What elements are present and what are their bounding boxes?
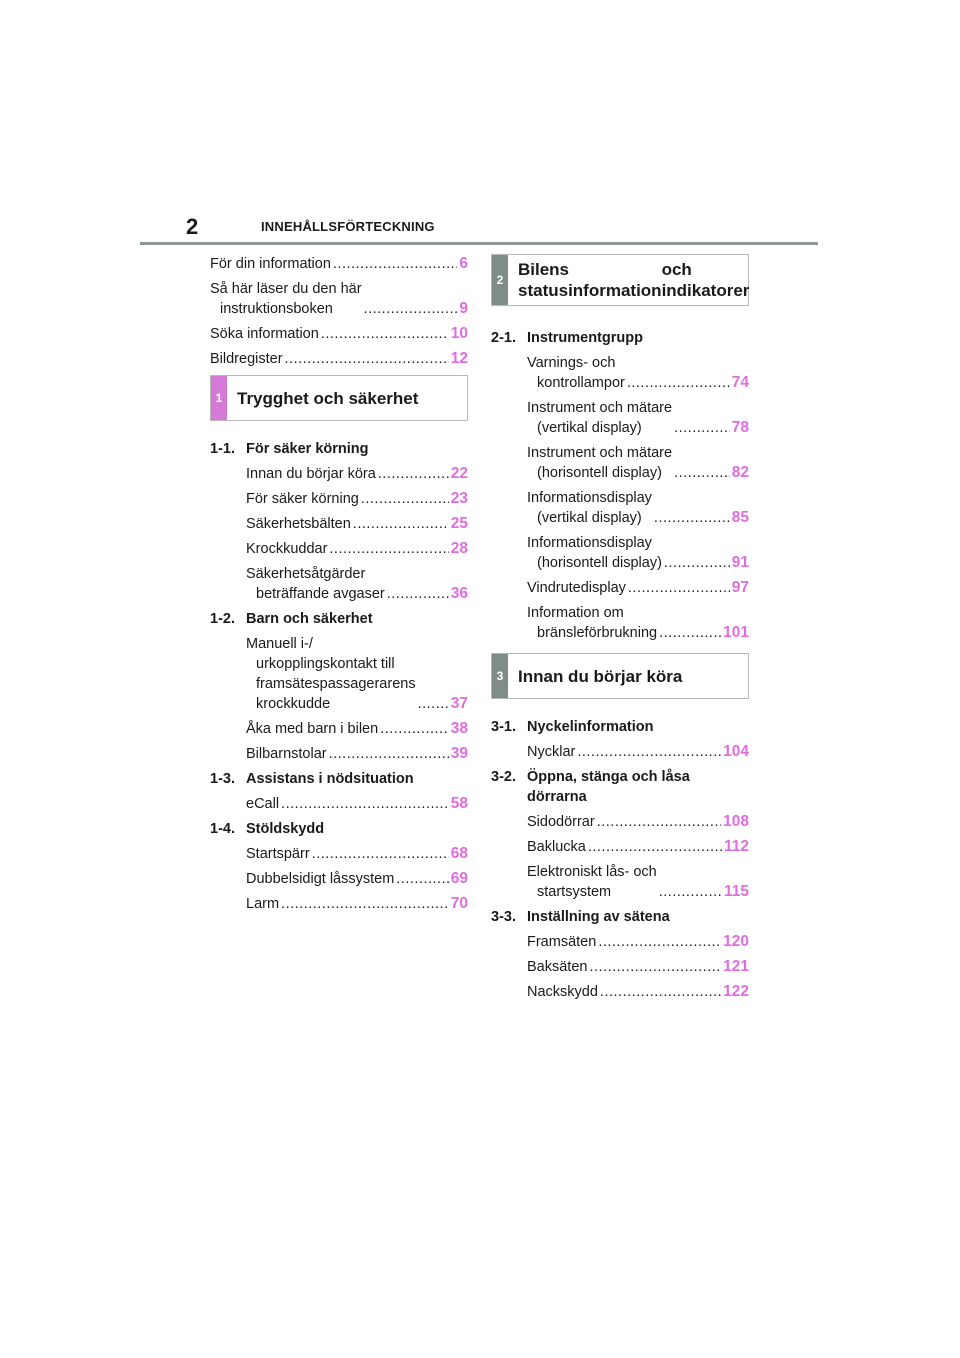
toc-entry-text: [527, 603, 657, 643]
section-number: 1-2.: [210, 611, 235, 627]
toc-leader-dots: [418, 694, 449, 714]
toc-entry[interactable]: [210, 844, 468, 864]
toc-entry[interactable]: [491, 837, 749, 857]
toc-entry-line: Instrument och mätare: [527, 445, 673, 461]
toc-entry-line: Vindrutedisplay: [527, 580, 626, 596]
toc-entry[interactable]: [491, 443, 749, 483]
toc-page-link[interactable]: 70: [450, 895, 468, 912]
chapter-1-sections: [210, 439, 468, 914]
toc-leader-dots: [321, 324, 449, 344]
chapter-2-title-line1: Bilens statusinformation: [518, 260, 662, 300]
section-heading[interactable]: [491, 767, 749, 807]
toc-entry-text: [527, 932, 596, 952]
toc-entry-line: Sidodörrar: [527, 814, 595, 830]
toc-page-link[interactable]: 68: [450, 845, 468, 862]
toc-page-link[interactable]: 39: [450, 745, 468, 762]
toc-entry-line: (vertikal display): [537, 420, 642, 436]
toc-entry-text: [527, 398, 672, 438]
section-title: För säker körning: [246, 441, 369, 457]
section-number: 2-1.: [491, 330, 516, 346]
section-heading[interactable]: [210, 819, 468, 839]
toc-entry-line: Manuell i-/: [246, 636, 313, 652]
toc-entry-line: För säker körning: [246, 491, 359, 507]
toc-entry-line: (horisontell display): [537, 465, 662, 481]
toc-entry-text: [246, 744, 327, 764]
chapter-3-sections: [491, 717, 749, 1002]
section-number: 1-1.: [210, 441, 235, 457]
section-title: Barn och säkerhet: [246, 611, 373, 627]
toc-entry-text: [527, 443, 672, 483]
section-title: Inställning av sätena: [527, 909, 670, 925]
toc-entry-line: Innan du börjar köra: [246, 466, 376, 482]
toc-leader-dots: [674, 463, 730, 483]
toc-entry[interactable]: [491, 603, 749, 643]
toc-leader-dots: [387, 584, 449, 604]
toc-entry[interactable]: [210, 719, 468, 739]
toc-page-link[interactable]: 69: [450, 870, 468, 887]
page-number: 2: [186, 214, 199, 239]
toc-entry-text: [527, 353, 625, 393]
toc-entry[interactable]: [210, 324, 468, 344]
toc-entry-line: eCall: [246, 796, 280, 812]
toc-entry-text: [527, 837, 586, 857]
toc-entry-line: beträffande avgaser: [256, 586, 385, 602]
section-heading[interactable]: [210, 769, 468, 789]
toc-entry[interactable]: [210, 564, 468, 604]
toc-entry-line: Instrument och mätare: [527, 400, 673, 416]
section-number: 3-3.: [491, 909, 516, 925]
chapter-3-tab: 3: [492, 654, 508, 698]
toc-leader-dots: [654, 508, 730, 528]
toc-entry[interactable]: [210, 349, 468, 369]
toc-entry-line: Bilbarnstolar: [246, 746, 327, 762]
toc-entry[interactable]: [491, 812, 749, 832]
toc-leader-dots: [281, 794, 449, 814]
intro-list: [210, 254, 468, 369]
toc-entry-text: [210, 279, 362, 319]
section-heading[interactable]: [491, 717, 749, 737]
toc-leader-dots: [378, 464, 449, 484]
toc-entry-line: Krockkuddar: [246, 541, 328, 557]
toc-leader-dots: [329, 744, 449, 764]
toc-entry-line: (vertikal display): [537, 510, 642, 526]
toc-leader-dots: [588, 837, 722, 857]
toc-entry-text: [527, 742, 575, 762]
toc-entry[interactable]: [210, 794, 468, 814]
toc-leader-dots: [589, 957, 721, 977]
toc-leader-dots: [380, 719, 449, 739]
toc-entry-text: [246, 869, 394, 889]
toc-entry[interactable]: [210, 634, 468, 714]
section-heading[interactable]: [491, 328, 749, 348]
toc-entry-line: Baksäten: [527, 959, 588, 975]
toc-page-link[interactable]: 115: [723, 883, 749, 900]
toc-entry[interactable]: [491, 957, 749, 977]
toc-page-link[interactable]: 82: [731, 464, 749, 481]
toc-left-column: [210, 254, 468, 919]
toc-leader-dots: [285, 349, 449, 369]
chapter-1-title: Trygghet och säkerhet: [237, 388, 419, 408]
toc-entry[interactable]: [491, 578, 749, 598]
toc-entry[interactable]: [210, 489, 468, 509]
toc-entry-text: [246, 489, 359, 509]
toc-page-link[interactable]: 12: [450, 350, 468, 367]
toc-entry-text: [527, 812, 595, 832]
toc-entry-text: [527, 982, 598, 1002]
toc-entry[interactable]: [491, 398, 749, 438]
toc-entry-text: [210, 349, 283, 369]
toc-leader-dots: [627, 373, 730, 393]
toc-page-link[interactable]: 22: [450, 465, 468, 482]
toc-page-link[interactable]: 23: [450, 490, 468, 507]
toc-entry-line: Baklucka: [527, 839, 586, 855]
toc-page-link[interactable]: 58: [450, 795, 468, 812]
chapter-2-title: [508, 255, 749, 305]
toc-leader-dots: [664, 553, 730, 573]
toc-leader-dots: [674, 418, 730, 438]
toc-entry[interactable]: [210, 539, 468, 559]
toc-entry-text: [527, 862, 657, 902]
toc-leader-dots: [329, 539, 448, 559]
section-title: Nyckelinformation: [527, 719, 654, 735]
section-title: Öppna, stänga och låsa dörrarna: [527, 769, 690, 805]
toc-entry-text: [527, 578, 626, 598]
toc-entry[interactable]: [491, 742, 749, 762]
toc-entry[interactable]: [491, 932, 749, 952]
toc-entry-line: Startspärr: [246, 846, 310, 862]
toc-page-link[interactable]: 120: [723, 933, 749, 950]
toc-page-link[interactable]: 28: [450, 540, 468, 557]
toc-leader-dots: [659, 623, 721, 643]
toc-entry-text: [246, 514, 351, 534]
toc-entry-line: Så här läser du den här: [210, 281, 362, 297]
toc-right-column: [491, 254, 749, 1007]
toc-entry-line: Varnings- och: [527, 355, 616, 371]
section-title: Instrumentgrupp: [527, 330, 643, 346]
toc-page-link[interactable]: 36: [450, 585, 468, 602]
toc-leader-dots: [361, 489, 449, 509]
toc-entry-line: Informationsdisplay: [527, 535, 652, 551]
toc-entry-text: [246, 719, 378, 739]
section-heading[interactable]: [210, 609, 468, 629]
toc-entry-text: [527, 957, 587, 977]
chapter-3-title: Innan du börjar köra: [518, 666, 683, 686]
toc-leader-dots: [312, 844, 449, 864]
toc-entry-line: För din information: [210, 256, 331, 272]
toc-entry-line: Bildregister: [210, 351, 283, 367]
toc-page-link[interactable]: 101: [723, 624, 749, 641]
section-number: 1-4.: [210, 821, 235, 837]
toc-page-link[interactable]: 85: [731, 509, 749, 526]
toc-leader-dots: [600, 982, 721, 1002]
section-title: Stöldskydd: [246, 821, 325, 837]
chapter-3-header[interactable]: [491, 653, 749, 699]
toc-leader-dots: [364, 299, 458, 319]
toc-leader-dots: [396, 869, 448, 889]
toc-entry[interactable]: [210, 744, 468, 764]
toc-leader-dots: [353, 514, 449, 534]
toc-entry-line: framsätespassagerarens: [256, 676, 416, 692]
chapter-2-header[interactable]: [491, 254, 749, 306]
toc-entry-text: [527, 533, 662, 573]
toc-page-link[interactable]: 122: [723, 983, 749, 1000]
section-number: 3-1.: [491, 719, 516, 735]
toc-entry-line: urkopplingskontakt till: [256, 656, 395, 672]
toc-entry-line: Information om: [527, 605, 624, 621]
toc-entry-line: Framsäten: [527, 934, 597, 950]
section-heading[interactable]: [491, 907, 749, 927]
toc-entry-line: bränsleförbrukning: [537, 625, 658, 641]
toc-entry-line: Elektroniskt lås- och: [527, 864, 657, 880]
toc-entry-line: instruktionsboken: [220, 301, 333, 317]
toc-page-link[interactable]: 9: [459, 300, 468, 317]
toc-entry[interactable]: [491, 353, 749, 393]
toc-entry-text: [246, 539, 327, 559]
toc-leader-dots: [597, 812, 721, 832]
toc-leader-dots: [333, 254, 457, 274]
toc-leader-dots: [281, 894, 449, 914]
toc-entry-line: Dubbelsidigt låssystem: [246, 871, 395, 887]
toc-page-link[interactable]: 6: [459, 255, 468, 272]
toc-entry-line: kontrollampor: [537, 375, 625, 391]
toc-page-link[interactable]: 121: [723, 958, 749, 975]
toc-page-link[interactable]: 104: [723, 743, 749, 760]
toc-page-link[interactable]: 108: [723, 813, 749, 830]
section-title: Assistans i nödsituation: [246, 771, 414, 787]
toc-entry-text: [527, 488, 652, 528]
section-number: 3-2.: [491, 769, 516, 785]
toc-entry-line: Säkerhetsåtgärder: [246, 566, 366, 582]
toc-entry-line: (horisontell display): [537, 555, 662, 571]
toc-entry-text: [246, 464, 376, 484]
toc-entry[interactable]: [210, 279, 468, 319]
toc-leader-dots: [659, 882, 722, 902]
toc-page-link[interactable]: 112: [723, 838, 749, 855]
toc-entry[interactable]: [210, 869, 468, 889]
header-title: INNEHÅLLSFÖRTECKNING: [261, 219, 435, 234]
toc-entry-line: Informationsdisplay: [527, 490, 652, 506]
section-heading[interactable]: [210, 439, 468, 459]
toc-entry-text: [246, 844, 310, 864]
toc-page-link[interactable]: 10: [450, 325, 468, 342]
toc-page-link[interactable]: 38: [450, 720, 468, 737]
toc-leader-dots: [598, 932, 721, 952]
toc-page-link[interactable]: 97: [731, 579, 749, 596]
toc-page-link[interactable]: 37: [450, 695, 468, 712]
toc-entry-line: startsystem: [537, 884, 612, 900]
toc-page-link[interactable]: 74: [731, 374, 749, 391]
toc-entry-text: [246, 894, 279, 914]
toc-entry-line: Säkerhetsbälten: [246, 516, 351, 532]
header-divider: [140, 242, 818, 245]
toc-entry[interactable]: [210, 254, 468, 274]
toc-entry[interactable]: [210, 894, 468, 914]
toc-entry-text: [246, 794, 279, 814]
toc-entry-text: [210, 324, 319, 344]
toc-entry[interactable]: [491, 862, 749, 902]
toc-page-link[interactable]: 78: [731, 419, 749, 436]
toc-entry-line: Söka information: [210, 326, 319, 342]
toc-page-link[interactable]: 25: [450, 515, 468, 532]
toc-entry-line: Nackskydd: [527, 984, 598, 1000]
toc-entry-line: krockkudde: [256, 696, 331, 712]
chapter-2-title-line2: och indikatorer: [661, 260, 750, 300]
toc-leader-dots: [577, 742, 721, 762]
chapter-2-tab: 2: [492, 255, 508, 305]
toc-entry[interactable]: [491, 982, 749, 1002]
chapter-1-header[interactable]: [210, 375, 468, 421]
toc-entry[interactable]: [210, 514, 468, 534]
toc-entry-line: Åka med barn i bilen: [246, 721, 379, 737]
toc-entry[interactable]: [210, 464, 468, 484]
chapter-1-tab: 1: [211, 376, 227, 420]
section-number: 1-3.: [210, 771, 235, 787]
toc-page-link[interactable]: 91: [731, 554, 749, 571]
toc-entry[interactable]: [491, 533, 749, 573]
chapter-2-sections: [491, 328, 749, 643]
toc-leader-dots: [628, 578, 730, 598]
toc-entry-text: [246, 634, 416, 714]
toc-entry-line: Nycklar: [527, 744, 576, 760]
toc-entry-text: [246, 564, 385, 604]
toc-entry-line: Larm: [246, 896, 280, 912]
toc-entry-text: [210, 254, 331, 274]
toc-entry[interactable]: [491, 488, 749, 528]
